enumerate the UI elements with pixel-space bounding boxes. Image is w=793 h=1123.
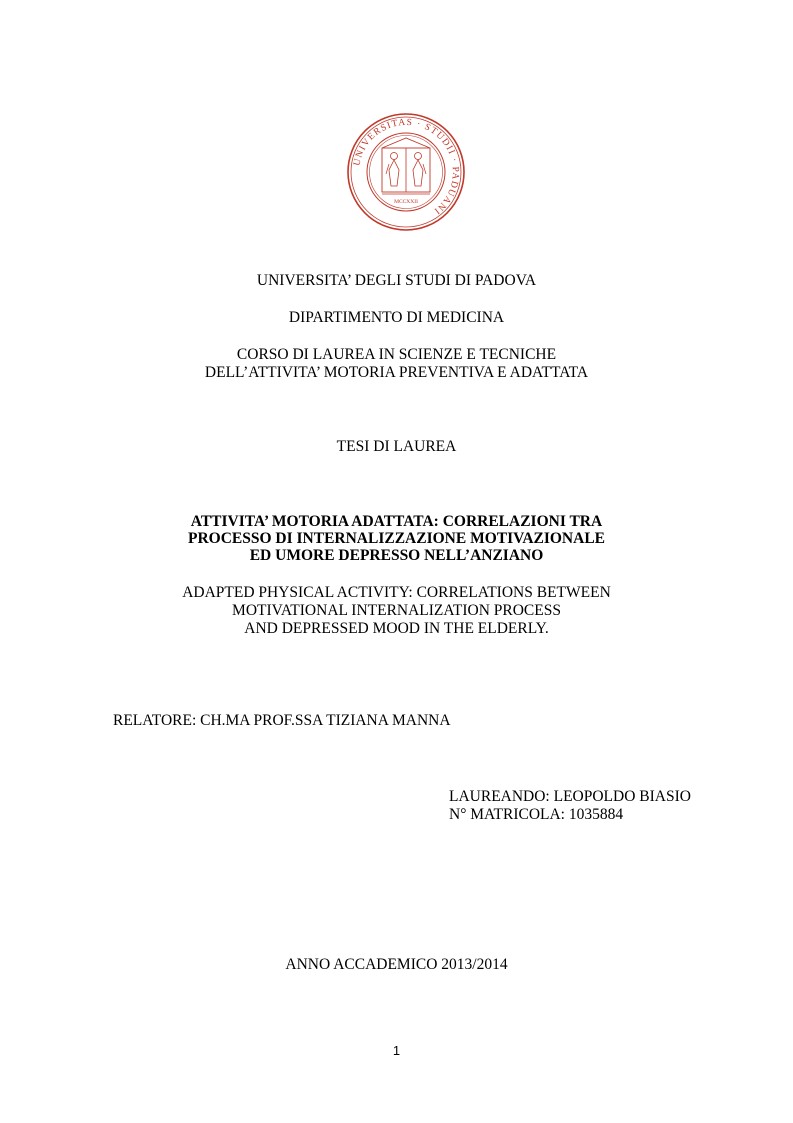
title-italian-line-2: PROCESSO DI INTERNALIZZAZIONE MOTIVAZIONALE [187,530,606,547]
university-seal-logo [346,112,466,232]
university-name: UNIVERSITA’ DEGLI STUDI DI PADOVA [256,272,537,289]
title-english-line-2: MOTIVATIONAL INTERNALIZATION PROCESS [232,602,561,619]
seal-ring-text: UNIVERSITAS · STUDII · PADUANI [352,117,461,217]
title-italian-line-1: ATTIVITA’ MOTORIA ADATTATA: CORRELAZIONI TRA [190,513,603,530]
page-number: 1 [392,1043,401,1058]
course-name-line-2: DELL’ATTIVITA’ MOTORIA PREVENTIVA E ADATTATA [204,364,589,381]
laureando: LAUREANDO: LEOPOLDO BIASIO [449,788,691,805]
title-italian-line-3: ED UMORE DEPRESSO NELL’ANZIANO [249,547,544,564]
seal-year-text: MCCXXII [394,199,418,205]
department-name: DIPARTIMENTO DI MEDICINA [288,309,505,326]
thesis-type: TESI DI LAUREA [336,438,457,455]
academic-year: ANNO ACCADEMICO 2013/2014 [285,956,508,973]
matricola: N° MATRICOLA: 1035884 [449,806,624,823]
title-english-line-3: AND DEPRESSED MOOD IN THE ELDERLY. [244,620,549,637]
title-english-line-1: ADAPTED PHYSICAL ACTIVITY: CORRELATIONS BETWEEN [182,584,611,601]
relatore: RELATORE: CH.MA PROF.SSA TIZIANA MANNA [113,712,451,729]
course-name-line-1: CORSO DI LAUREA IN SCIENZE E TECNICHE [236,346,557,363]
